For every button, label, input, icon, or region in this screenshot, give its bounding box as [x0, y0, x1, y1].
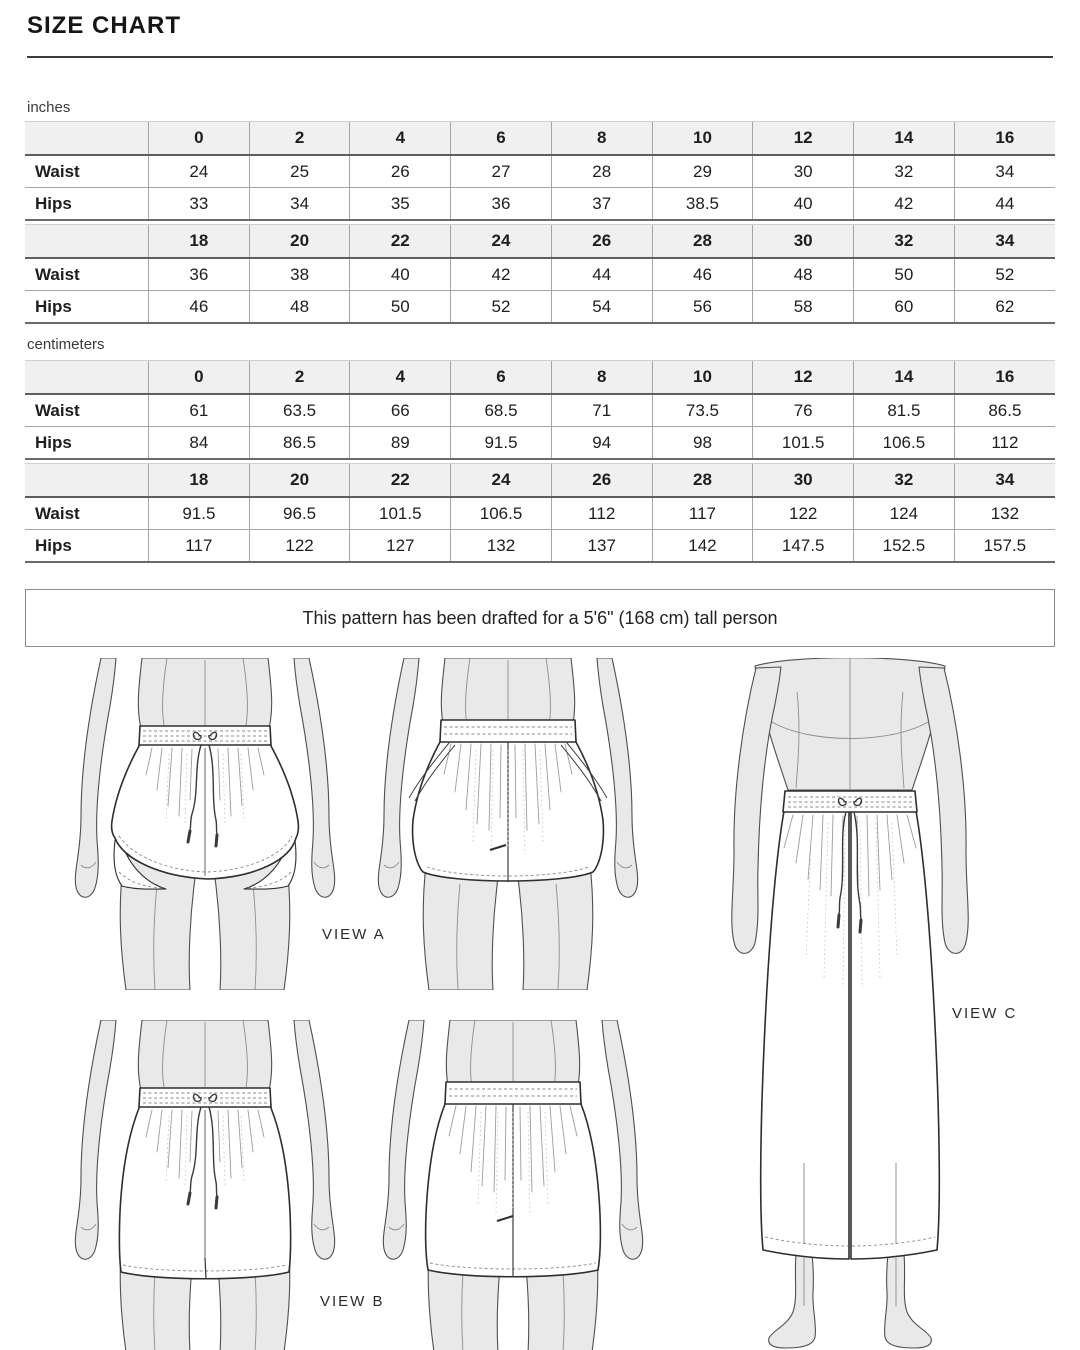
size-header-cell: 2 [249, 361, 350, 395]
measurement-value-cell: 40 [753, 188, 854, 221]
size-header-cell: 20 [249, 225, 350, 259]
view-a-label: VIEW A [322, 926, 386, 943]
view-b-shorts-back-drawing [426, 1082, 601, 1277]
foot [769, 1254, 816, 1348]
measurement-value-cell: 25 [249, 155, 350, 188]
size-header-cell: 16 [954, 361, 1055, 395]
size-header-cell: 6 [451, 361, 552, 395]
waistband [445, 1082, 581, 1104]
size-header-cell: 18 [149, 464, 250, 498]
size-header-cell: 8 [551, 122, 652, 156]
size-header-cell: 12 [753, 361, 854, 395]
inches-size-table-large [25, 224, 1055, 324]
measurement-value-cell: 132 [954, 497, 1055, 530]
measurement-value-cell: 52 [954, 258, 1055, 291]
measurement-value-cell: 50 [854, 258, 955, 291]
pants-leg-right [851, 811, 939, 1259]
measurement-value-cell: 52 [451, 291, 552, 324]
size-header-cell: 22 [350, 225, 451, 259]
measurement-value-cell: 58 [753, 291, 854, 324]
measurement-value-cell: 34 [249, 188, 350, 221]
size-header-cell: 0 [149, 122, 250, 156]
size-header-cell: 10 [652, 122, 753, 156]
inches-section-label: inches [27, 99, 71, 116]
measurement-value-cell: 32 [854, 155, 955, 188]
corner-cell [25, 122, 149, 156]
measurement-value-cell: 46 [652, 258, 753, 291]
measurement-value-cell: 124 [854, 497, 955, 530]
title-divider [27, 56, 1053, 58]
measurement-value-cell: 89 [350, 427, 451, 460]
measurement-value-cell: 71 [551, 394, 652, 427]
height-note-text: This pattern has been drafted for a 5'6" (168 cm) tall person [302, 607, 778, 628]
view-c-pants-drawing [761, 791, 940, 1259]
inches-size-table [25, 121, 1055, 221]
measurement-row-label: Waist [25, 497, 149, 530]
measurement-value-cell: 48 [249, 291, 350, 324]
view-b-label: VIEW B [320, 1293, 385, 1310]
view-a-shorts-back-drawing [409, 720, 607, 882]
measurement-value-cell: 94 [551, 427, 652, 460]
size-header-cell: 26 [551, 225, 652, 259]
size-header-cell: 8 [551, 361, 652, 395]
measurement-value-cell: 112 [954, 427, 1055, 460]
centimeters-size-table [25, 463, 1055, 563]
measurement-value-cell: 122 [249, 530, 350, 563]
measurement-value-cell: 33 [149, 188, 250, 221]
measurement-value-cell: 61 [149, 394, 250, 427]
measurement-value-cell: 24 [149, 155, 250, 188]
measurement-value-cell: 152.5 [854, 530, 955, 563]
corner-cell [25, 464, 149, 498]
measurement-value-cell: 86.5 [954, 394, 1055, 427]
measurement-value-cell: 117 [652, 497, 753, 530]
measurement-value-cell: 91.5 [451, 427, 552, 460]
measurement-row-label: Hips [25, 530, 149, 563]
size-header-cell: 24 [451, 464, 552, 498]
measurement-value-cell: 27 [451, 155, 552, 188]
measurement-row-label: Hips [25, 291, 149, 324]
waistband [440, 720, 576, 742]
measurement-value-cell: 30 [753, 155, 854, 188]
size-header-cell: 16 [954, 122, 1055, 156]
measurement-value-cell: 122 [753, 497, 854, 530]
measurement-value-cell: 28 [551, 155, 652, 188]
measurement-value-cell: 36 [451, 188, 552, 221]
measurement-value-cell: 66 [350, 394, 451, 427]
measurement-value-cell: 157.5 [954, 530, 1055, 563]
size-header-cell: 32 [854, 225, 955, 259]
size-header-cell: 28 [652, 464, 753, 498]
size-header-cell: 26 [551, 464, 652, 498]
centimeters-size-table-large [25, 463, 1055, 563]
measurement-value-cell: 26 [350, 155, 451, 188]
measurement-value-cell: 60 [854, 291, 955, 324]
measurement-value-cell: 29 [652, 155, 753, 188]
size-header-cell: 20 [249, 464, 350, 498]
measurement-value-cell: 84 [149, 427, 250, 460]
measurement-value-cell: 101.5 [753, 427, 854, 460]
measurement-value-cell: 37 [551, 188, 652, 221]
size-header-cell: 14 [854, 122, 955, 156]
centimeters-size-table-small [25, 360, 1055, 460]
size-header-cell: 4 [350, 122, 451, 156]
measurement-value-cell: 34 [954, 155, 1055, 188]
inches-size-table [25, 224, 1055, 324]
centimeters-section-label: centimeters [27, 336, 105, 353]
view-a-front-illustration [40, 658, 370, 990]
measurement-value-cell: 50 [350, 291, 451, 324]
inches-size-table-small [25, 121, 1055, 221]
measurement-value-cell: 106.5 [451, 497, 552, 530]
view-a-back-illustration [343, 658, 673, 990]
measurement-value-cell: 98 [652, 427, 753, 460]
size-header-cell: 6 [451, 122, 552, 156]
measurement-value-cell: 40 [350, 258, 451, 291]
measurement-value-cell: 147.5 [753, 530, 854, 563]
measurement-value-cell: 132 [451, 530, 552, 563]
measurement-value-cell: 48 [753, 258, 854, 291]
size-header-cell: 4 [350, 361, 451, 395]
size-header-cell: 30 [753, 464, 854, 498]
measurement-value-cell: 76 [753, 394, 854, 427]
view-b-back-illustration [348, 1020, 678, 1350]
view-b-shorts-front-drawing [119, 1088, 290, 1279]
measurement-value-cell: 54 [551, 291, 652, 324]
size-header-cell: 2 [249, 122, 350, 156]
size-header-cell: 18 [149, 225, 250, 259]
size-header-cell: 34 [954, 464, 1055, 498]
measurement-value-cell: 35 [350, 188, 451, 221]
measurement-value-cell: 62 [954, 291, 1055, 324]
size-header-cell: 14 [854, 361, 955, 395]
measurement-value-cell: 86.5 [249, 427, 350, 460]
measurement-row-label: Waist [25, 155, 149, 188]
size-header-cell: 28 [652, 225, 753, 259]
measurement-value-cell: 68.5 [451, 394, 552, 427]
size-header-cell: 0 [149, 361, 250, 395]
measurement-value-cell: 63.5 [249, 394, 350, 427]
measurement-row-label: Hips [25, 188, 149, 221]
pants-leg-left [761, 811, 849, 1259]
height-note-box [25, 589, 1055, 647]
foot [885, 1254, 932, 1348]
measurement-value-cell: 112 [551, 497, 652, 530]
corner-cell [25, 225, 149, 259]
page-title: SIZE CHART [27, 12, 181, 39]
measurement-value-cell: 96.5 [249, 497, 350, 530]
measurement-value-cell: 42 [451, 258, 552, 291]
measurement-value-cell: 106.5 [854, 427, 955, 460]
measurement-value-cell: 38 [249, 258, 350, 291]
measurement-value-cell: 56 [652, 291, 753, 324]
size-header-cell: 24 [451, 225, 552, 259]
measurement-value-cell: 44 [954, 188, 1055, 221]
size-header-cell: 10 [652, 361, 753, 395]
centimeters-size-table [25, 360, 1055, 460]
measurement-value-cell: 117 [149, 530, 250, 563]
size-header-cell: 12 [753, 122, 854, 156]
measurement-value-cell: 81.5 [854, 394, 955, 427]
measurement-value-cell: 38.5 [652, 188, 753, 221]
view-c-label: VIEW C [952, 1005, 1018, 1022]
measurement-value-cell: 42 [854, 188, 955, 221]
measurement-value-cell: 44 [551, 258, 652, 291]
measurement-value-cell: 127 [350, 530, 451, 563]
measurement-value-cell: 73.5 [652, 394, 753, 427]
measurement-value-cell: 36 [149, 258, 250, 291]
size-header-cell: 34 [954, 225, 1055, 259]
measurement-value-cell: 46 [149, 291, 250, 324]
size-header-cell: 32 [854, 464, 955, 498]
view-c-illustration [700, 658, 1020, 1350]
measurement-row-label: Waist [25, 258, 149, 291]
illustrations-section [0, 655, 1080, 1350]
measurement-value-cell: 101.5 [350, 497, 451, 530]
measurement-value-cell: 137 [551, 530, 652, 563]
corner-cell [25, 361, 149, 395]
measurement-value-cell: 91.5 [149, 497, 250, 530]
measurement-row-label: Waist [25, 394, 149, 427]
measurement-row-label: Hips [25, 427, 149, 460]
size-header-cell: 22 [350, 464, 451, 498]
measurement-value-cell: 142 [652, 530, 753, 563]
size-header-cell: 30 [753, 225, 854, 259]
